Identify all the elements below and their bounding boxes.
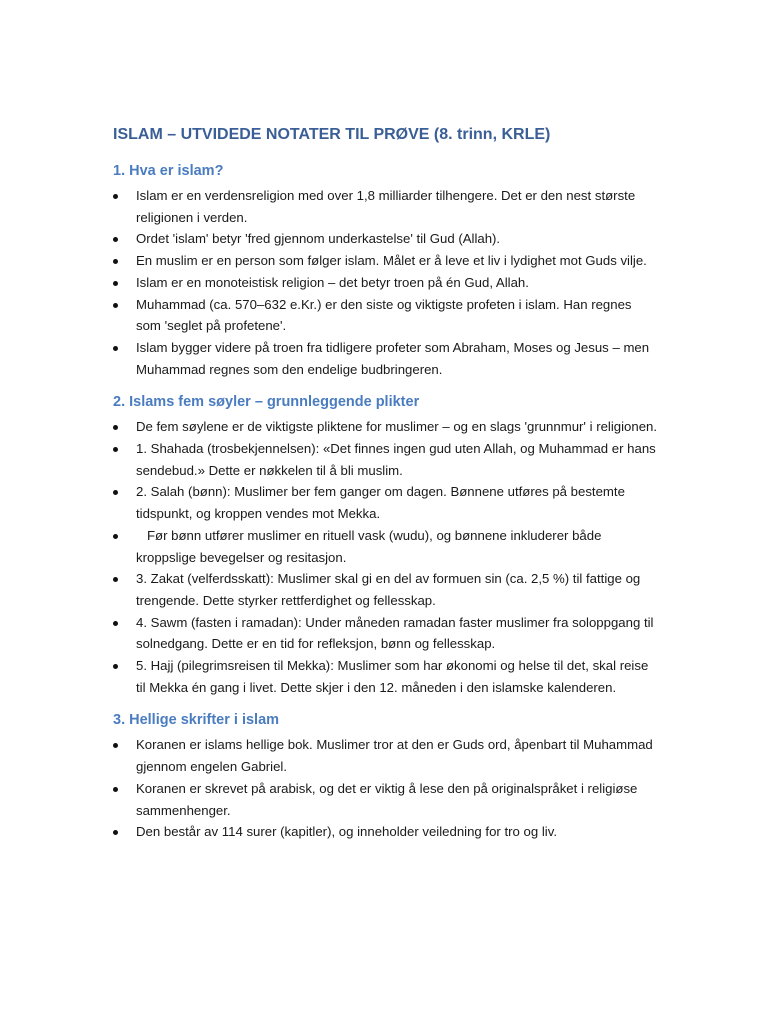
bullet-icon bbox=[113, 194, 118, 199]
list-item-text: 5. Hajj (pilegrimsreisen til Mekka): Muslimer som har økonomi og helse til det, skal reise til Mekka én gang i livet. Dette skjer i den 12. måneden i den islamske kalenderen. bbox=[136, 658, 649, 695]
list-item bbox=[113, 294, 658, 337]
section-five-pillars bbox=[113, 392, 658, 698]
document-page bbox=[113, 125, 658, 843]
bullet-icon bbox=[113, 237, 118, 242]
list-item-text: Islam er en monoteistisk religion – det betyr troen på én Gud, Allah. bbox=[136, 274, 529, 290]
bullet-icon bbox=[113, 621, 118, 626]
list-item-text: 4. Sawm (fasten i ramadan): Under måneden ramadan faster muslimer fra soloppgang til solnedgang. Dette er en tid for refleksjon, bønn og fellesskap. bbox=[136, 614, 654, 652]
list-item bbox=[113, 568, 658, 611]
list-item-text: Islam bygger videre på troen fra tidligere profeter som Abraham, Moses og Jesus – men Muhammad regnes som den endelige budbringeren. bbox=[136, 339, 650, 377]
list-item bbox=[113, 272, 658, 294]
bullet-icon bbox=[113, 743, 118, 748]
bullet-icon bbox=[113, 346, 118, 351]
section-what-is-islam bbox=[113, 161, 658, 380]
list-item-text: Muhammad (ca. 570–632 e.Kr.) er den siste og viktigste profeten i islam. Han regnes som 'seglet på profetene'. bbox=[136, 296, 632, 334]
bullet-icon bbox=[113, 577, 118, 582]
list-item-text: Den består av 114 surer (kapitler), og inneholder veiledning for tro og liv. bbox=[136, 824, 558, 840]
document-title: ISLAM – UTVIDEDE NOTATER TIL PRØVE (8. trinn, KRLE) bbox=[113, 126, 551, 143]
bullet-icon bbox=[113, 664, 118, 669]
bullet-icon bbox=[113, 787, 118, 792]
list-item bbox=[113, 778, 658, 821]
bullet-icon bbox=[113, 425, 118, 430]
bullet-icon bbox=[113, 259, 118, 264]
list-item-text: 2. Salah (bønn): Muslimer ber fem ganger om dagen. Bønnene utføres på bestemte tidspunkt, og kroppen vendes mot Mekka. bbox=[136, 484, 625, 522]
bullet-icon bbox=[113, 490, 118, 495]
list-item-text: Ordet 'islam' betyr 'fred gjennom underkastelse' til Gud (Allah). bbox=[136, 231, 501, 247]
bullet-icon bbox=[113, 830, 118, 835]
list-item bbox=[113, 734, 658, 777]
list-item bbox=[113, 481, 658, 524]
section-holy-scriptures bbox=[113, 710, 658, 843]
list-item bbox=[113, 416, 658, 438]
list-item-text: Islam er en verdensreligion med over 1,8 milliarder tilhengere. Det er den nest største religionen i verden. bbox=[136, 188, 636, 225]
list-item-text: De fem søylene er de viktigste pliktene for muslimer – og en slags 'grunnmur' i religionen. bbox=[136, 419, 658, 435]
list-item bbox=[113, 525, 658, 568]
bullet-icon bbox=[113, 447, 118, 452]
list-item-text: Koranen er islams hellige bok. Muslimer tror at den er Guds ord, åpenbart til Muhammad gjennom engelen Gabriel. bbox=[136, 737, 653, 775]
list-item-text: Koranen er skrevet på arabisk, og det er viktig å lese den på originalspråket i religiøse sammenhenger. bbox=[136, 780, 638, 818]
list-item bbox=[113, 655, 658, 698]
list-item-text: 1. Shahada (trosbekjennelsen): «Det finnes ingen gud uten Allah, og Muhammad er hans sendebud.» Dette er nøkkelen til å bli muslim. bbox=[136, 441, 656, 478]
bullet-list bbox=[113, 734, 658, 843]
section-heading: 1. Hva er islam? bbox=[113, 163, 224, 179]
list-item bbox=[113, 821, 658, 843]
list-item-text: Før bønn utfører muslimer en rituell vask (wudu), og bønnene inkluderer både kroppslige bevegelser og resitasjon. bbox=[136, 527, 606, 565]
list-item bbox=[113, 337, 658, 380]
list-item bbox=[113, 438, 658, 481]
list-item bbox=[113, 250, 658, 272]
section-heading: 2. Islams fem søyler – grunnleggende plikter bbox=[113, 394, 420, 411]
bullet-icon bbox=[113, 281, 118, 286]
section-heading: 3. Hellige skrifter i islam bbox=[113, 712, 280, 729]
list-item bbox=[113, 228, 658, 250]
list-item bbox=[113, 612, 658, 655]
bullet-icon bbox=[113, 534, 118, 539]
bullet-list bbox=[113, 416, 658, 698]
list-item-text: En muslim er en person som følger islam. Målet er å leve et liv i lydighet mot Guds vilje. bbox=[136, 253, 647, 269]
list-item bbox=[113, 185, 658, 228]
bullet-icon bbox=[113, 303, 118, 308]
bullet-list bbox=[113, 185, 658, 380]
list-item-text: 3. Zakat (velferdsskatt): Muslimer skal gi en del av formuen sin (ca. 2,5 %) til fattige og trengende. Dette styrker rettferdighet og fellesskap. bbox=[136, 571, 641, 608]
